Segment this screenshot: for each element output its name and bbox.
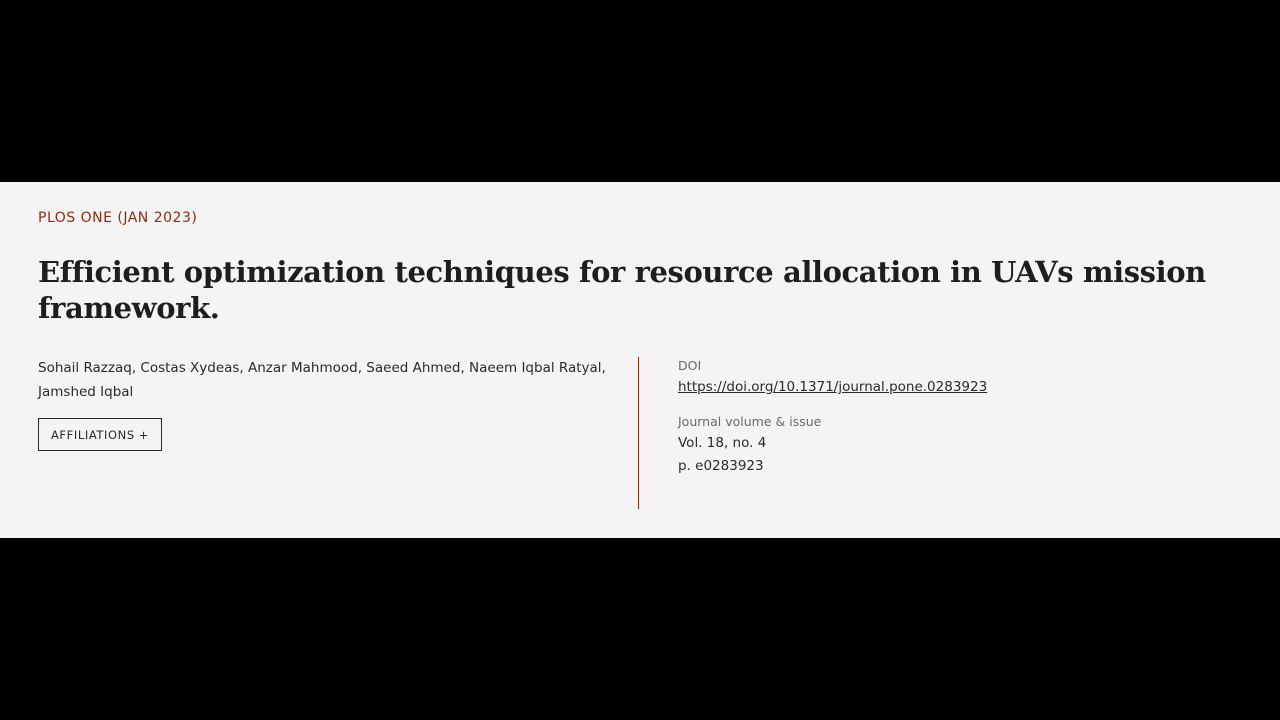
doi-label: DOI (678, 358, 702, 373)
volume-issue-value: Vol. 18, no. 4 (678, 435, 767, 451)
article-title: Efficient optimization techniques for resource allocation in UAVs mission framework. (38, 255, 1206, 325)
volume-issue-label: Journal volume & issue (678, 414, 822, 429)
column-divider (638, 357, 639, 509)
author-list: Sohail Razzaq, Costas Xydeas, Anzar Mahmood, Saeed Ahmed, Naeem Iqbal Ratyal, Jamshed Iqbal (38, 360, 606, 400)
affiliations-label: AFFILIATIONS (50, 427, 135, 442)
article-metadata (678, 356, 987, 478)
affiliations-button[interactable] (38, 418, 162, 451)
article-panel (0, 182, 1280, 538)
journal-source: PLOS ONE (JAN 2023) (38, 210, 198, 226)
plus-icon: + (138, 427, 150, 442)
page-number: p. e0283923 (678, 458, 764, 474)
doi-link[interactable]: https://doi.org/10.1371/journal.pone.0283923 (678, 379, 988, 395)
